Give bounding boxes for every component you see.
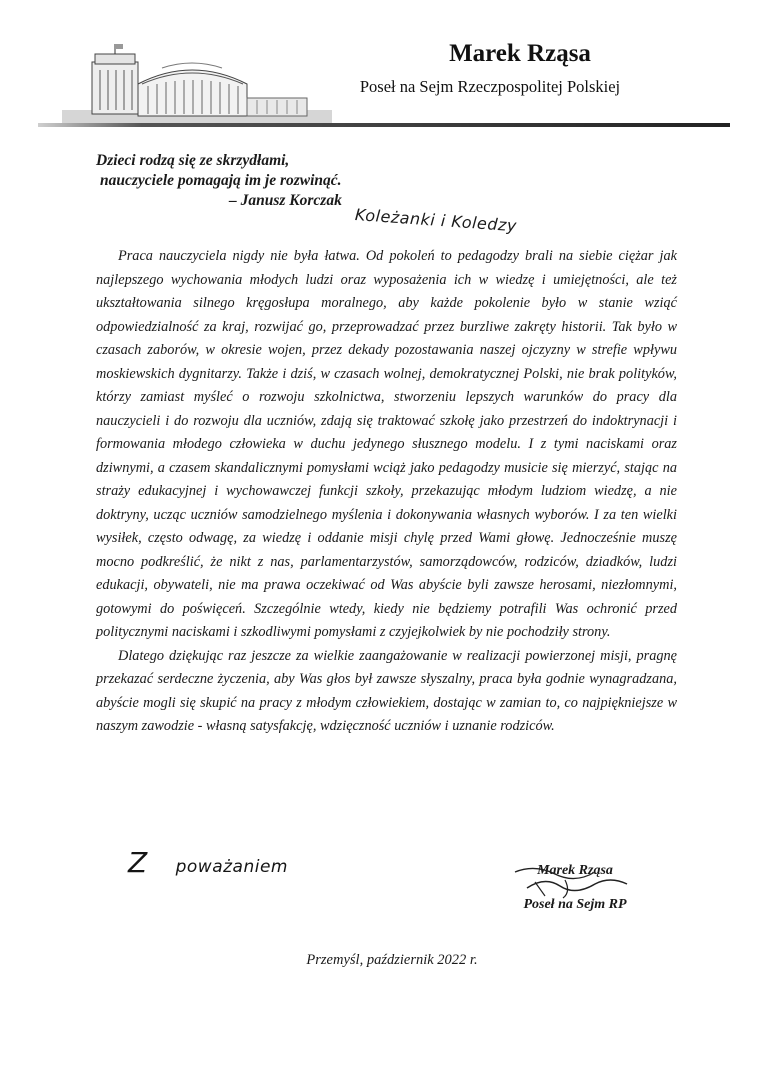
handwritten-closing [128, 846, 288, 879]
letter-body [96, 245, 677, 739]
sender-role: Poseł na Sejm Rzeczpospolitej Polskiej [359, 77, 621, 96]
closing-word: poważaniem [175, 857, 288, 877]
body-paragraph-1: Praca nauczyciela nigdy nie była łatwa. Od pokoleń to pedagodzy brali na siebie ciężar jak najlepszego wychowania młodych ludzi oraz wyposażenia ich w wiedzę i umiejętności, ale też ukształtowania silnego kręgosłupa moralnego, aby każde pokolenie było w stanie wziąć odpowiedzialność za kraj, rozwijać go, przeprowadzać przez burzliwe zakręty historii. Tak było w czasach zaborów, w okresie wojen, przez dekady pozostawania naszej ojczyzny w strefie wpływu moskiewskich dygnitarzy. Także i dziś, w czasach wolnej, demokratycznej Polski, nie brak polityków, którzy zamiast myśleć o rozwoju szkolnictwa, stworzeniu lepszych warunków do pracy dla nauczycieli i do rozwoju dla uczniów, zdają się traktować szkołę jako przestrzeń do indoktrynacji i formowania młodego człowieka w duchu jedynego słusznego modelu. I z tymi naciskami oraz dziwnymi, a czasem skandalicznymi pomysłami wciąż jako pedagodzy musicie się mierzyć, stając na straży edukacyjnej i wychowawczej funkcji szkoły, przekazując młodym ludziom wiedzę, a nie doktryny, ucząc uczniów samodzielnego myślenia i dokonywania własnych wyborów. I za ten wielki wysiłek, często odwagę, za wiedzę i oddanie misji chylę przed Wami głowę. Jednocześnie muszę mocno podkreślić, że nikt z nas, parlamentarzystów, samorządowców, rodziców, dziadków, ludzi edukacji, obywateli, nie ma prawa oczekiwać od Was abyście byli zawsze herosami, niezłomnymi, gotowymi do poświęceń. Szczególnie wtedy, kiedy nie będziemy potrafili Was ochronić przed politycznymi naciskami i szkodliwymi pomysłami z czyjejkolwiek by nie pochodziły strony. [96, 248, 677, 640]
sender-name: Marek Rząsa [449, 40, 591, 67]
signature-title: Poseł na Sejm RP [523, 897, 627, 912]
handwritten-signature [505, 862, 635, 902]
quote-line-2: nauczyciele pomagają im je rozwinąć. [100, 172, 342, 189]
signature-name: Marek Rząsa [537, 863, 613, 878]
salutation: Koleżanki i Koledzy [354, 205, 518, 236]
body-paragraph-2: Dlatego dziękując raz jeszcze za wielkie zaangażowanie w realizacji powierzonej misji, pragnę przekazać serdeczne życzenia, aby Was głos był zawsze słyszalny, praca była godnie wynagradzana, abyście mogli się skupić na pracy z młodym człowiekiem, dostając w zamian to, co najpiękniejsze w naszym zawodzie - własną satysfakcję, wdzięczność uczniów i uznanie rodziców. [96, 647, 677, 734]
quote-author: – Janusz Korczak [229, 192, 342, 209]
place-and-date: Przemyśl, październik 2022 r. [306, 952, 478, 968]
header-divider [38, 121, 730, 129]
closing-letter: Z [128, 846, 148, 879]
quote-line-1: Dzieci rodzą się ze skrzydłami, [96, 152, 290, 169]
korczak-quote [96, 151, 356, 211]
sejm-building-logo [62, 40, 332, 130]
